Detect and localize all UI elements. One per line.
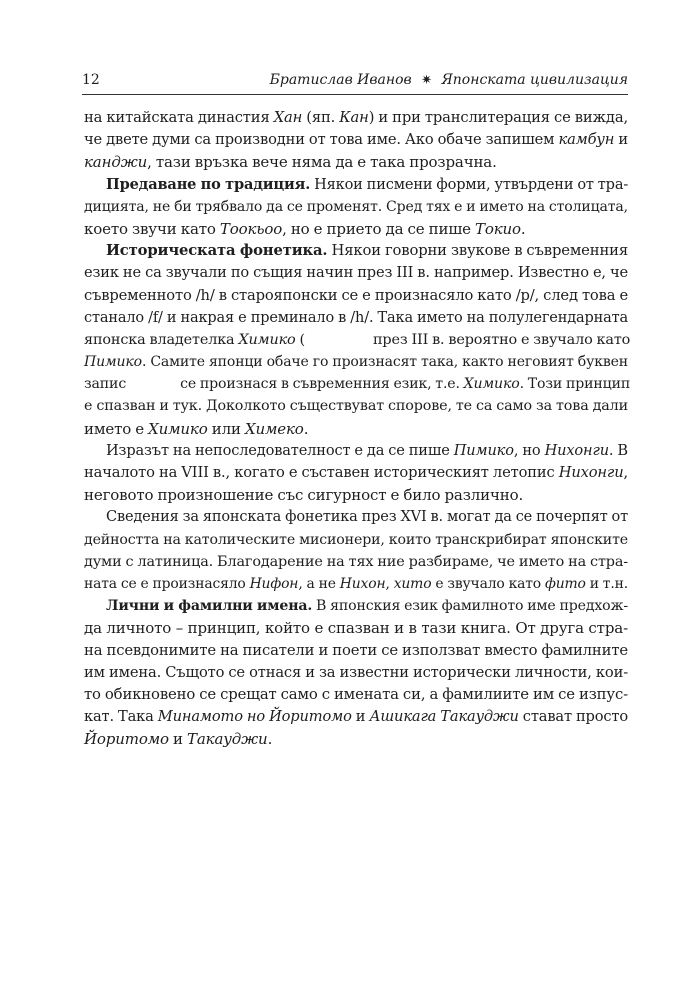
book-title: Японската цивилизация bbox=[441, 72, 628, 88]
text-line: да личното – принцип, който е спазван и в тази книга. От друга стра- bbox=[84, 619, 628, 638]
paragraph-heading: Предаване по традиция. bbox=[106, 175, 311, 193]
paragraph-heading: Историческата фонетика. bbox=[106, 242, 328, 260]
text-line: Пимико. Самите японци обаче го произнасят така, както неговият буквен bbox=[84, 354, 628, 371]
text-line: то обикновено се срещат само с имената си, а фамилиите им се изпус- bbox=[84, 685, 628, 703]
text-line: името е Химико или Химеко. bbox=[84, 419, 309, 438]
text-line: Изразът на непоследователност е да се пише Пимико, но Нихонги. В bbox=[106, 441, 628, 459]
text-line: на псевдонимите на писатели и поети се използват вместо фамилните bbox=[84, 641, 628, 659]
text-line: език не са звучали по същия начин през III в. например. Известно е, че bbox=[84, 264, 628, 282]
text-line: дицията, не би трябвало да се променят. Сред тях е и името на столицата, bbox=[84, 198, 628, 215]
text-line: началото на VIII в., когато е съставен историческият летопис Нихонги, bbox=[84, 464, 628, 481]
paragraph-heading: Лични и фамилни имена. bbox=[106, 598, 313, 615]
text-line: което звучи като Тоокьоо, но е прието да се пише Токио. bbox=[84, 219, 526, 238]
paragraph-heading-line: Лични и фамилни имена. В японския език фамилното име предхож- bbox=[106, 598, 628, 615]
text-line: дейността на католическите мисионери, които транскрибират японските bbox=[84, 531, 628, 548]
running-header bbox=[82, 72, 628, 94]
text-line: станало /f/ и накрая е преминало в /h/. Така името на полулегендарната bbox=[84, 309, 628, 326]
text-line: канджи, тази връзка вече няма да е така прозрачна. bbox=[84, 153, 497, 172]
text-line: Сведения за японската фонетика през XVI в. могат да се почерпят от bbox=[106, 509, 628, 526]
text-line: е спазван и тук. Доколкото съществуват спорове, те са само за това дали bbox=[84, 398, 628, 415]
text-line: им имена. Същото се отнася и за известни исторически личности, кои- bbox=[84, 663, 628, 681]
author-name: Братислав Иванов bbox=[269, 72, 412, 88]
text-line: кат. Така Минамото но Йоритомо и Ашикага Такауджи стават просто bbox=[84, 708, 629, 726]
text-line: японска владетелка Химико ( през III в. вероятно е звучало като bbox=[84, 331, 631, 348]
text-line: че двете думи са производни от това име. Ако обаче запишем камбун и bbox=[84, 131, 628, 149]
text-line: думи с латиница. Благодарение на тях ние разбираме, че името на стра- bbox=[84, 553, 628, 570]
paragraph-heading-line: Историческата фонетика. Някои говорни звукове в съвременния bbox=[106, 242, 629, 260]
paragraph-heading-line: Предаване по традиция. Някои писмени форми, утвърдени от тра- bbox=[106, 175, 629, 193]
text-line: запис се произнася в съвременния език, т.е. Химико. Този принцип bbox=[84, 376, 631, 393]
running-head bbox=[270, 72, 628, 88]
page-number: 12 bbox=[82, 72, 100, 88]
text-line: ната се е произнасяло Нифон, а не Нихон, хито е звучало като фито и т.н. bbox=[84, 575, 628, 592]
text-line: на китайската династия Хан (яп. Кан) и при транслитерация се вижда, bbox=[84, 109, 628, 126]
text-line: неговото произношение със сигурност е било различно. bbox=[84, 486, 524, 505]
header-rule bbox=[82, 94, 628, 95]
text-line: съвременното /h/ в старояпонски се е произнасяло като /p/, след това е bbox=[84, 286, 628, 304]
text-line: Йоритомо и Такауджи. bbox=[84, 730, 273, 749]
body-text bbox=[84, 107, 631, 750]
star-ornament-icon: ✷ bbox=[421, 73, 433, 88]
